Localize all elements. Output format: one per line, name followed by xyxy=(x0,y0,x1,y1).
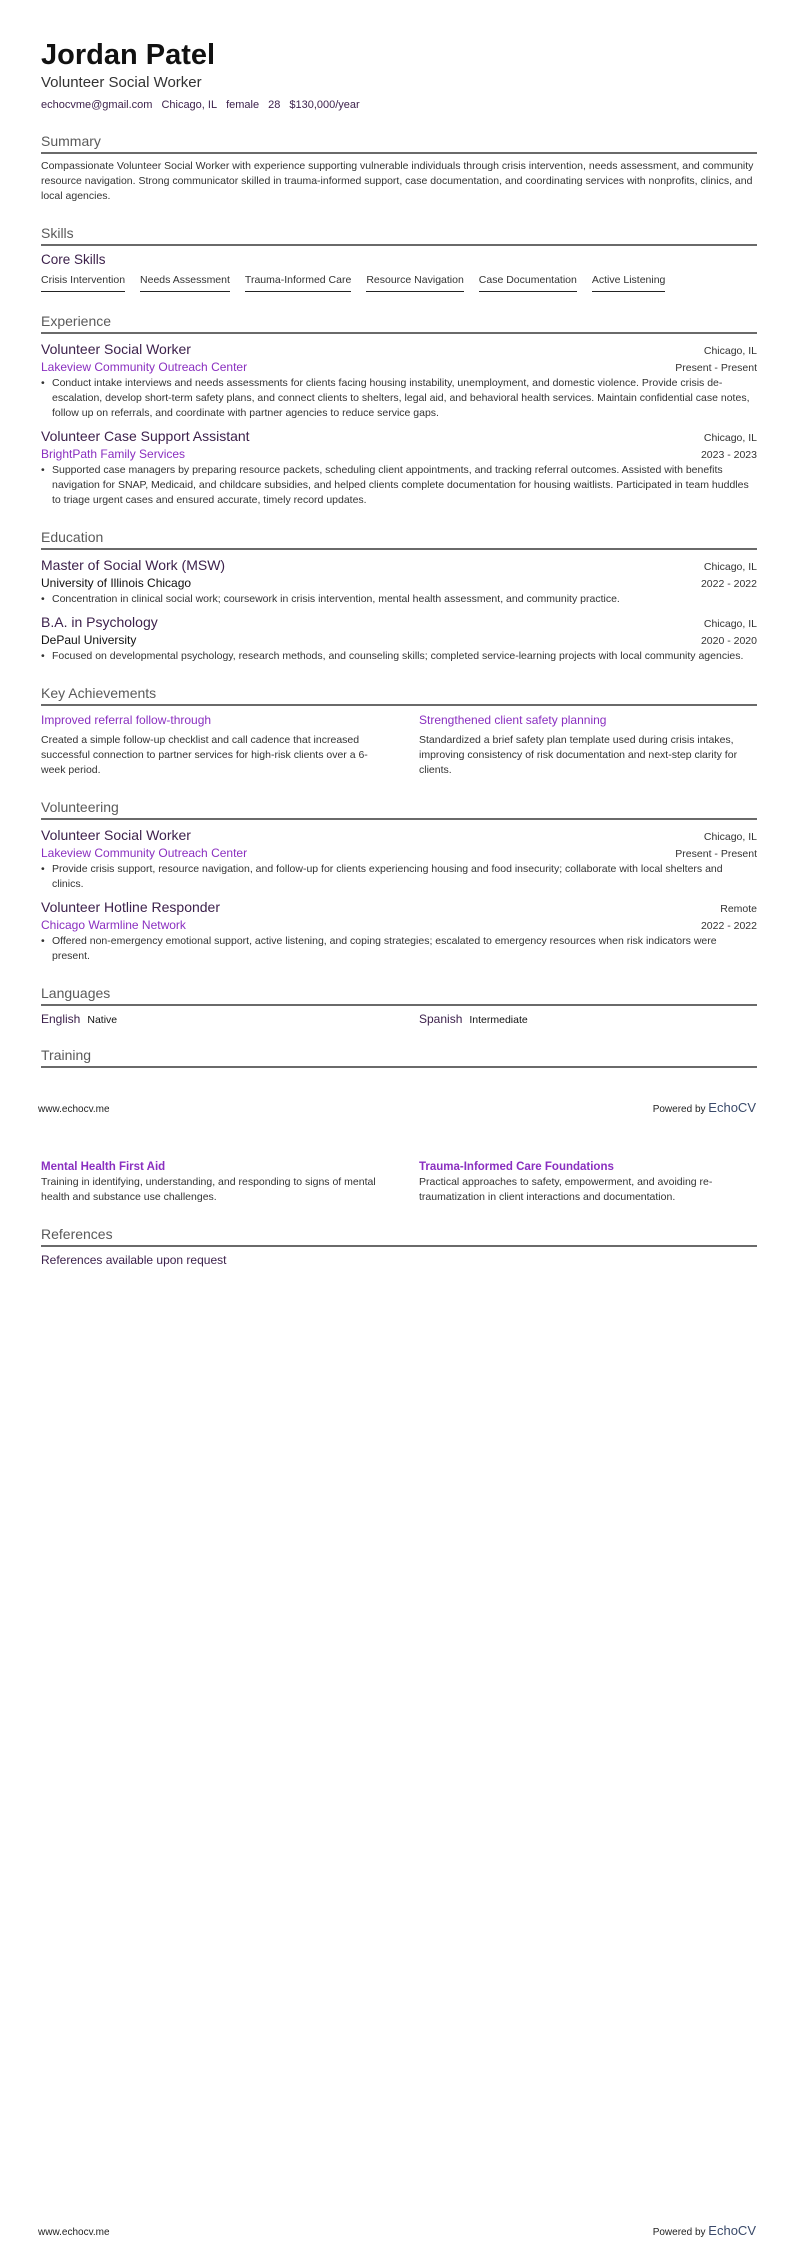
entry-dates: 2022 - 2022 xyxy=(700,920,757,932)
volunteering-section xyxy=(41,798,757,964)
training-section xyxy=(41,1046,757,1068)
page-footer xyxy=(38,2223,756,2238)
language-level: Intermediate xyxy=(469,1014,528,1026)
brand-logo[interactable]: EchoCV xyxy=(708,2223,756,2238)
training-item xyxy=(41,1159,379,1205)
education-section xyxy=(41,528,757,664)
training-text: Training in identifying, understanding, and responding to signs of mental health and substance use challenges. xyxy=(41,1176,376,1203)
powered-by-text: Powered by xyxy=(652,1104,706,1115)
achievement-item xyxy=(41,706,379,778)
contact-salary: $130,000/year xyxy=(289,99,360,111)
language-level: Native xyxy=(87,1014,118,1026)
languages-section xyxy=(41,984,757,1026)
brand-logo[interactable]: EchoCV xyxy=(708,1100,756,1115)
achievements-section xyxy=(41,684,757,778)
entry-bullet: • Offered non-emergency emotional support, active listening, and coping strategies; escalated to emergency resources when risk indicators were present. xyxy=(41,934,757,964)
entry-title: B.A. in Psychology xyxy=(41,614,158,630)
skill-item: Resource Navigation xyxy=(366,274,463,292)
entry-org: Lakeview Community Outreach Center xyxy=(41,846,248,860)
section-heading: Volunteering xyxy=(41,798,757,820)
skills-section xyxy=(41,224,757,292)
entry-bullet: • Concentration in clinical social work; coursework in crisis intervention, mental health assessment, and community practice. xyxy=(41,592,757,607)
page-footer xyxy=(38,1100,756,1115)
training-list xyxy=(41,1159,757,1205)
contact-info xyxy=(41,98,757,112)
volunteering-entry xyxy=(41,826,757,892)
entry-org: Lakeview Community Outreach Center xyxy=(41,360,248,374)
resume-page-2 xyxy=(0,1123,794,2246)
entry-location: Chicago, IL xyxy=(703,561,757,573)
skill-item: Case Documentation xyxy=(479,274,577,292)
entry-dates: 2023 - 2023 xyxy=(700,449,757,461)
entry-org: Chicago Warmline Network xyxy=(41,918,186,932)
education-entry xyxy=(41,556,757,607)
entry-dates: Present - Present xyxy=(675,362,757,374)
section-heading: Experience xyxy=(41,312,757,334)
achievement-text: Standardized a brief safety plan template used during crisis intakes, improving consistency of risk documentation and next-step clarity for clients. xyxy=(419,734,738,776)
contact-email[interactable]: echocvme@gmail.com xyxy=(41,99,153,111)
section-heading: References xyxy=(41,1225,757,1247)
candidate-title: Volunteer Social Worker xyxy=(41,74,202,91)
candidate-name: Jordan Patel xyxy=(41,39,216,71)
entry-title: Volunteer Case Support Assistant xyxy=(41,428,250,444)
footer-powered-by xyxy=(653,2223,756,2238)
entry-org: University of Illinois Chicago xyxy=(41,576,192,590)
training-title: Mental Health First Aid xyxy=(41,1161,166,1173)
section-heading: Training xyxy=(41,1046,757,1068)
entry-bullet: • Supported case managers by preparing resource packets, scheduling client appointments, and tracking referral outcomes. Assisted with benefits navigation for SNAP, Medicaid, and childcare subsidies, and helped clients complete documentation for housing waitlists. Participated in team huddles to triage urgent cases and ensured accurate, timely record updates. xyxy=(41,463,757,508)
footer-site-link[interactable]: www.echocv.me xyxy=(38,1104,110,1115)
entry-dates: Present - Present xyxy=(675,848,757,860)
entry-org: DePaul University xyxy=(41,633,137,647)
footer-site-link[interactable]: www.echocv.me xyxy=(38,2227,110,2238)
entry-location: Chicago, IL xyxy=(703,831,757,843)
contact-location: Chicago, IL xyxy=(161,99,218,111)
section-heading: Key Achievements xyxy=(41,684,757,706)
entry-title: Volunteer Hotline Responder xyxy=(41,899,221,915)
section-heading: Skills xyxy=(41,224,757,246)
contact-gender: female xyxy=(226,99,260,111)
entry-location: Chicago, IL xyxy=(703,345,757,357)
references-text: References available upon request xyxy=(41,1253,227,1267)
entry-dates: 2020 - 2020 xyxy=(700,635,757,647)
language-name: Spanish xyxy=(419,1012,463,1026)
entry-title: Volunteer Social Worker xyxy=(41,827,191,843)
training-item xyxy=(419,1159,757,1205)
entry-title: Master of Social Work (MSW) xyxy=(41,557,226,573)
entry-org: BrightPath Family Services xyxy=(41,447,186,461)
training-title: Trauma-Informed Care Foundations xyxy=(419,1161,614,1173)
skill-item: Crisis Intervention xyxy=(41,274,125,292)
section-heading: Education xyxy=(41,528,757,550)
entry-dates: 2022 - 2022 xyxy=(700,578,757,590)
skill-item: Active Listening xyxy=(592,274,666,292)
section-heading: Summary xyxy=(41,132,757,154)
education-entry xyxy=(41,613,757,664)
training-text: Practical approaches to safety, empowerment, and avoiding re-traumatization in client interactions and documentation. xyxy=(419,1176,713,1203)
language-item xyxy=(419,1012,757,1026)
entry-bullet: • Conduct intake interviews and needs assessments for clients facing housing instability, unemployment, and domestic violence. Provide crisis de-escalation, develop short-term safety plans, and connect clients to shelters, legal aid, and behavioral health services. Maintain confidential case notes, follow up on referrals, and coordinate with partner agencies to reduce service gaps. xyxy=(41,376,757,421)
powered-by-text: Powered by xyxy=(652,2227,706,2238)
skill-group-title: Core Skills xyxy=(41,252,106,267)
entry-location: Chicago, IL xyxy=(703,618,757,630)
language-name: English xyxy=(41,1012,81,1026)
entry-title: Volunteer Social Worker xyxy=(41,341,191,357)
achievement-item xyxy=(419,706,757,778)
section-heading: Languages xyxy=(41,984,757,1006)
summary-text: Compassionate Volunteer Social Worker with experience supporting vulnerable individuals through crisis intervention, needs assessment, and community resource navigation. Strong communicator skilled in trauma-informed support, case documentation, and coordinating services with nonprofits, clinics, and local agencies. xyxy=(41,160,754,202)
skill-item: Trauma-Informed Care xyxy=(245,274,351,292)
experience-entry xyxy=(41,427,757,508)
references-section xyxy=(41,1225,757,1267)
summary-section xyxy=(41,132,757,204)
entry-location: Remote xyxy=(720,903,757,915)
volunteering-entry xyxy=(41,898,757,964)
achievement-title: Strengthened client safety planning xyxy=(419,713,607,727)
entry-location: Chicago, IL xyxy=(703,432,757,444)
language-item xyxy=(41,1012,379,1026)
achievement-text: Created a simple follow-up checklist and call cadence that increased successful connection to partner services for high-risk clients over a 6-week period. xyxy=(41,734,368,776)
contact-age: 28 xyxy=(268,99,281,111)
footer-powered-by xyxy=(653,1100,756,1115)
entry-bullet: • Provide crisis support, resource navigation, and follow-up for clients experiencing housing and food insecurity; collaborate with local shelters and clinics. xyxy=(41,862,757,892)
achievement-title: Improved referral follow-through xyxy=(41,713,212,727)
skill-item: Needs Assessment xyxy=(140,274,230,292)
entry-bullet: • Focused on developmental psychology, research methods, and counseling skills; completed service-learning projects with local community agencies. xyxy=(41,649,757,664)
experience-section xyxy=(41,312,757,508)
experience-entry xyxy=(41,340,757,421)
